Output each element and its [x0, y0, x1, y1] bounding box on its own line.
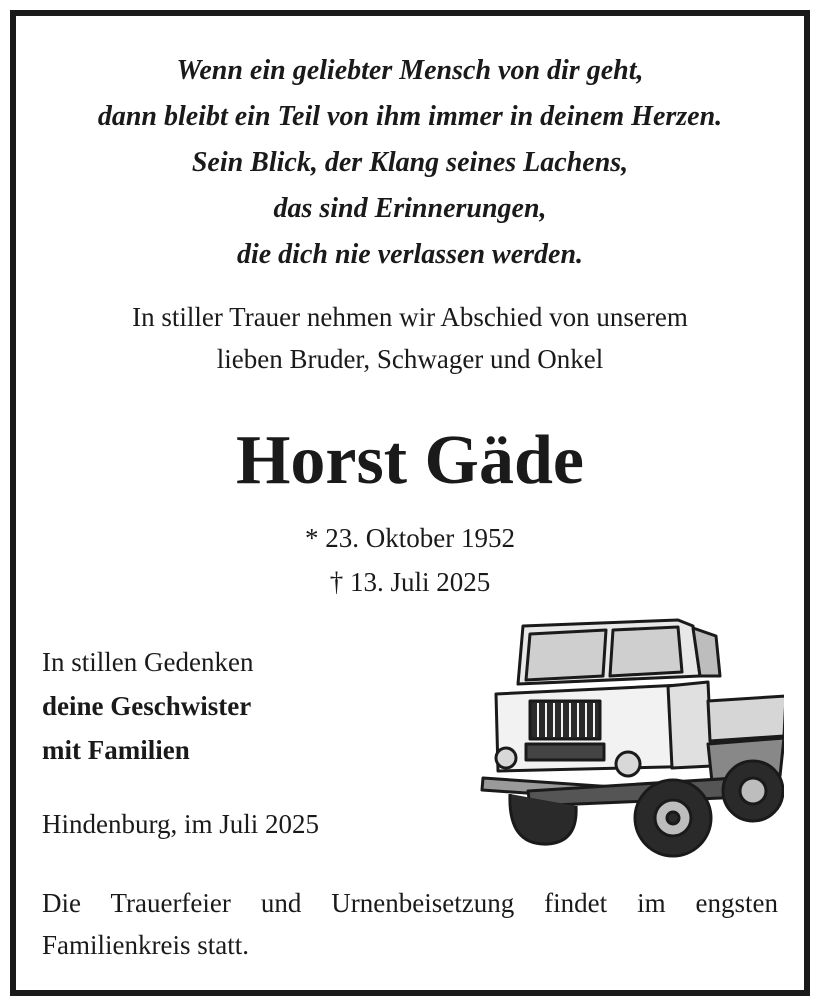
poem-line: dann bleibt ein Teil von ihm immer in deinem Herzen.	[97, 101, 723, 132]
funeral-notice: Die Trauerfeier und Urnenbeisetzung findet im engsten Familienkreis statt.	[42, 888, 778, 960]
birth-date: * 23. Oktober 1952	[305, 523, 515, 553]
truck-illustration	[468, 606, 784, 868]
place-date: Hindenburg, im Juli 2025	[42, 809, 320, 839]
poem-line: die dich nie verlassen werden.	[236, 239, 584, 270]
life-dates	[16, 516, 804, 604]
mourners-block	[42, 640, 253, 772]
intro-line: lieben Bruder, Schwager und Onkel	[216, 344, 604, 374]
intro-text	[16, 296, 804, 380]
poem-line: Sein Blick, der Klang seines Lachens,	[191, 147, 629, 178]
obituary-frame	[10, 10, 810, 996]
deceased-name: Horst Gäde	[235, 422, 585, 499]
mourners-line: deine Geschwister	[42, 691, 252, 721]
death-date: † 13. Juli 2025	[329, 567, 491, 597]
mourners-line: mit Familien	[42, 735, 190, 765]
poem-line: das sind Erinnerungen,	[273, 193, 547, 224]
poem-line: Wenn ein geliebter Mensch von dir geht,	[176, 55, 644, 86]
mourners-line: In stillen Gedenken	[42, 647, 254, 677]
poem	[16, 48, 804, 278]
intro-line: In stiller Trauer nehmen wir Abschied von unserem	[132, 302, 688, 332]
